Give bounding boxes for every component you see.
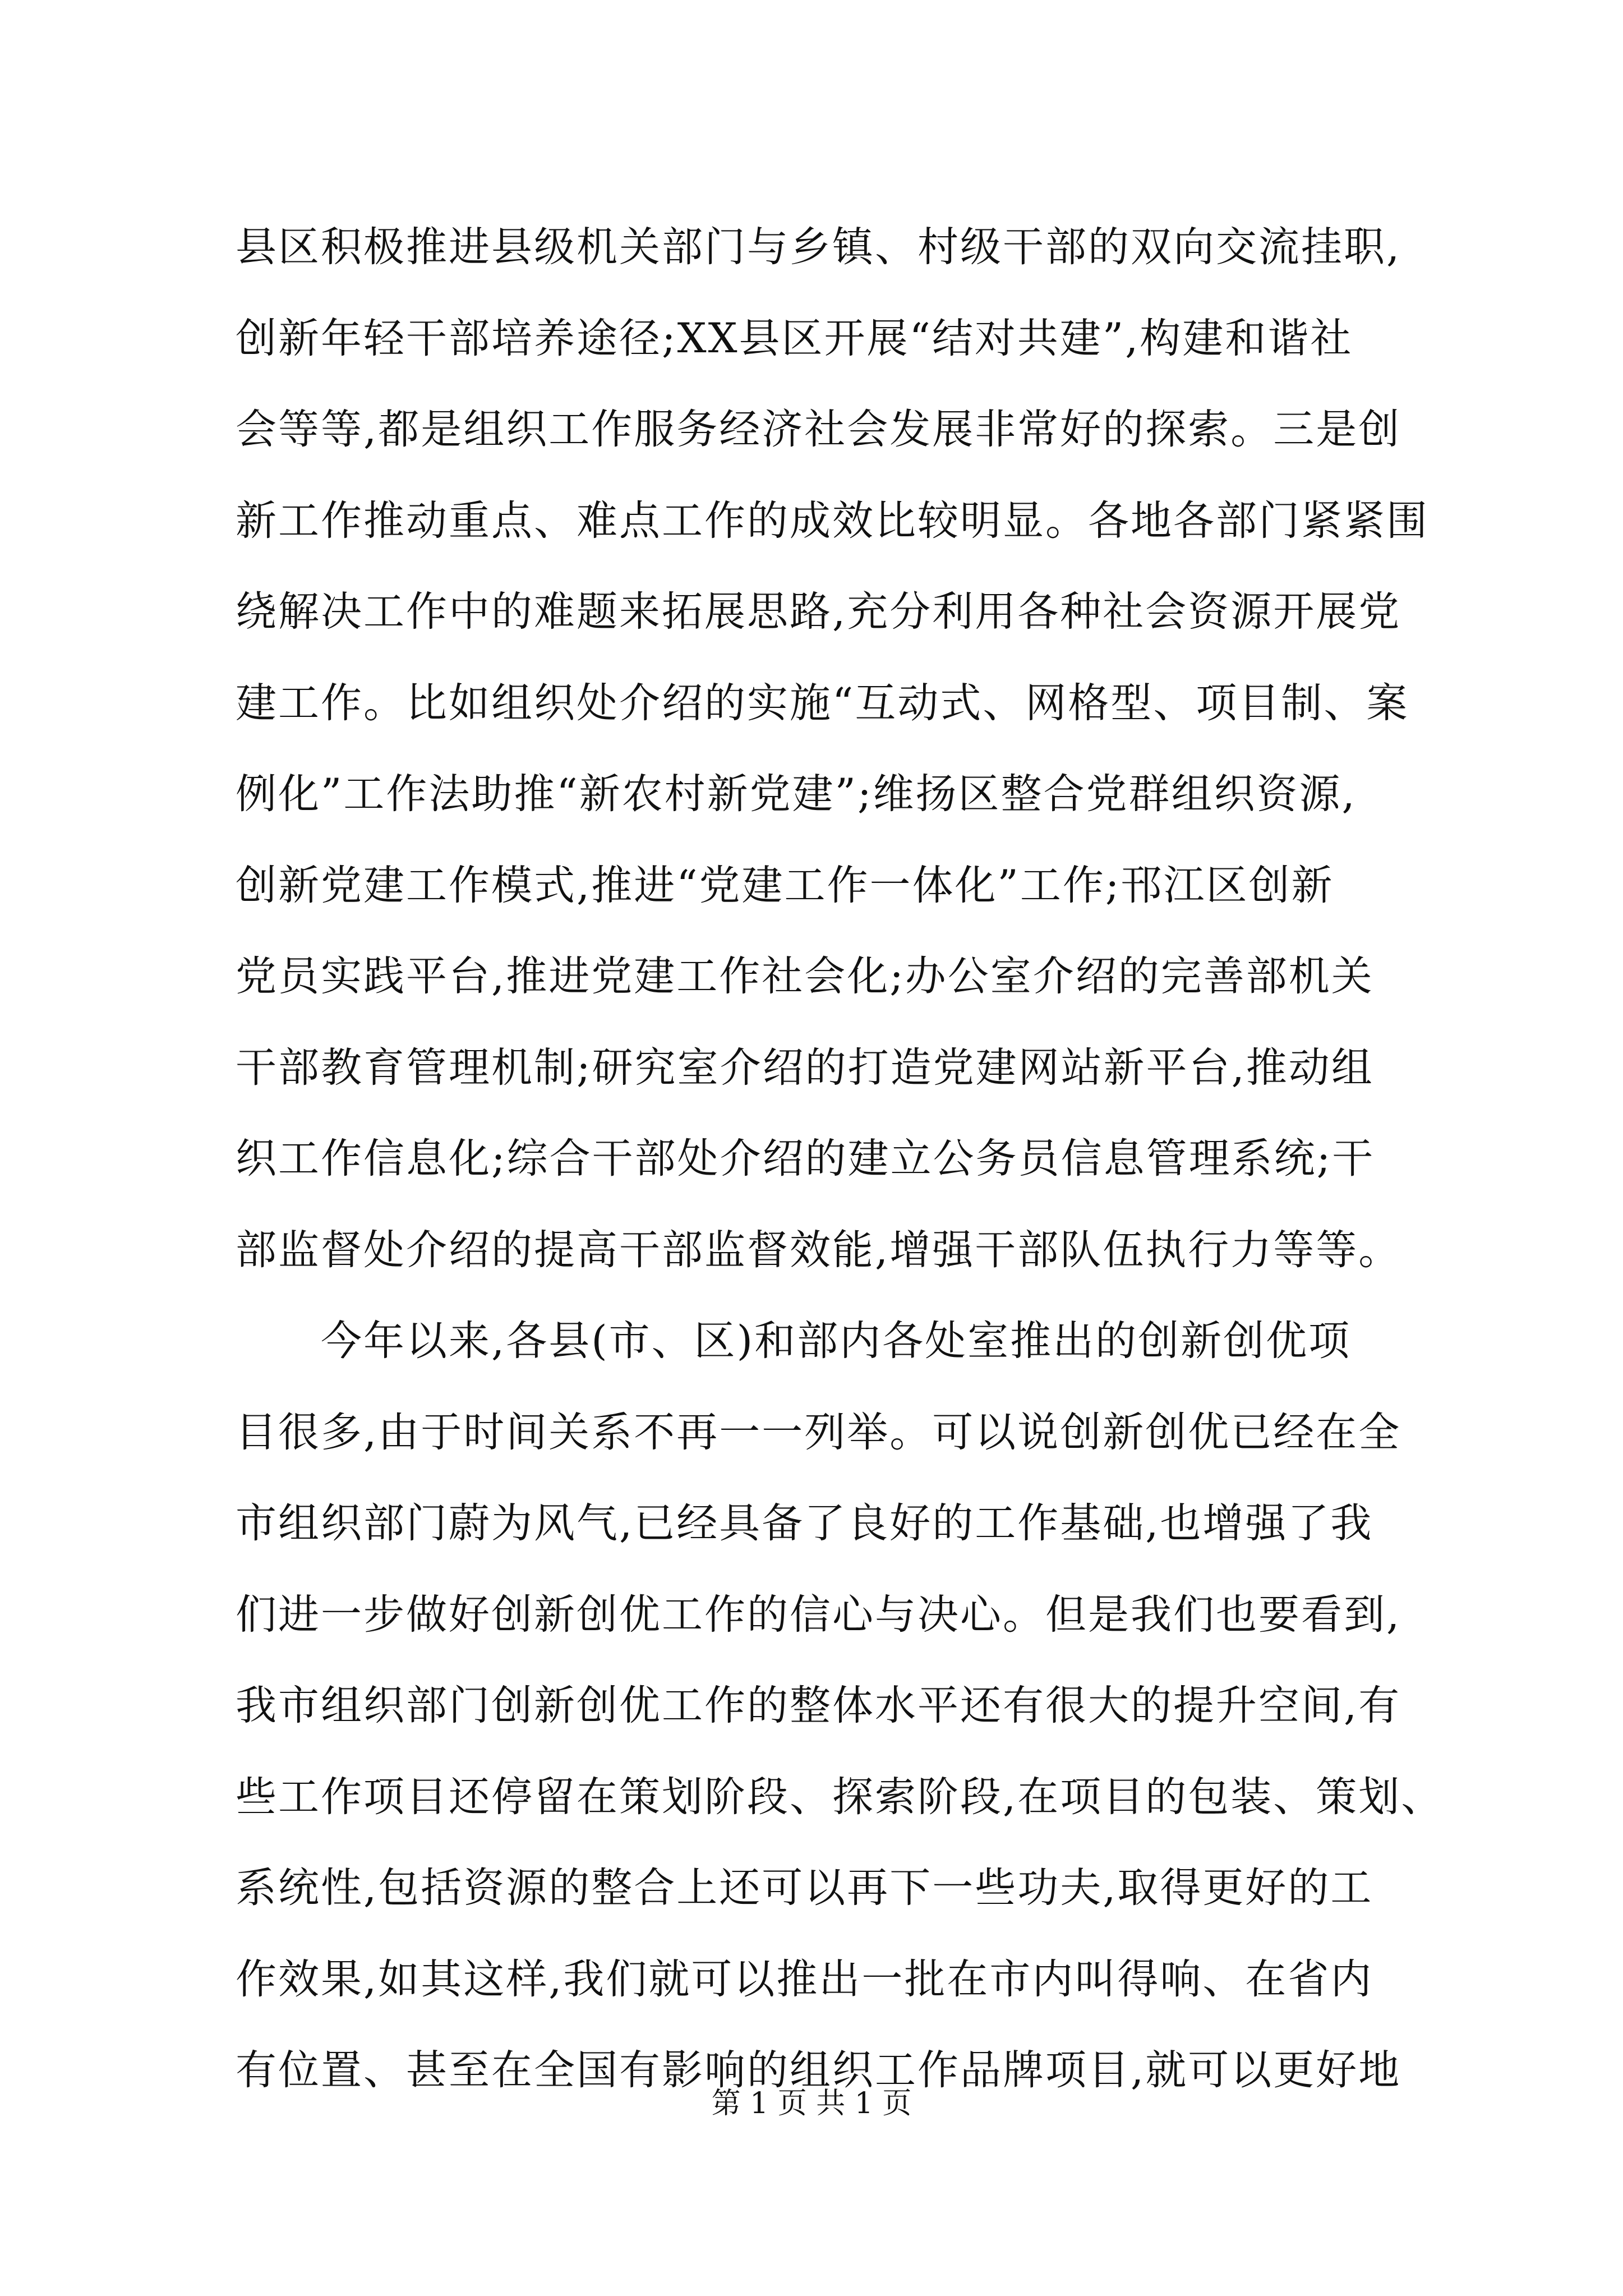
text-line: 作效果,如其这样,我们就可以推出一批在市内叫得响、在省内 [236,1955,1373,2003]
text-line: 会等等,都是组织工作服务经济社会发展非常好的探索。三是创 [236,406,1401,453]
text-line: 县区积极推进县级机关部门与乡镇、村级干部的双向交流挂职, [236,223,1401,271]
text-line: 新工作推动重点、难点工作的成效比较明显。各地各部门紧紧围 [236,496,1429,545]
text-line: 们进一步做好创新创优工作的信心与决心。但是我们也要看到, [236,1590,1401,1639]
text-line: 织工作信息化;综合干部处介绍的建立公务员信息管理系统;干 [236,1135,1375,1182]
text-line: 我市组织部门创新创优工作的整体水平还有很大的提升空间,有 [236,1682,1401,1729]
text-line: 创新党建工作模式,推进“党建工作一体化”工作;邗江区创新 [236,861,1334,909]
text-line: 例化”工作法助推“新农村新党建”;维扬区整合党群组织资源, [236,770,1357,818]
text-line: 党员实践平台,推进党建工作社会化;办公室介绍的完善部机关 [236,953,1374,1000]
text-line: 目很多,由于时间关系不再一一列举。可以说创新创优已经在全 [236,1408,1401,1456]
text-line: 建工作。比如组织处介绍的实施“互动式、网格型、项目制、案 [236,679,1409,727]
text-line: 部监督处介绍的提高干部监督效能,增强干部队伍执行力等等。 [236,1226,1401,1274]
text-line: 些工作项目还停留在策划阶段、探索阶段,在项目的包装、策划、 [236,1773,1444,1821]
text-line: 创新年轻干部培养途径;XX县区开展“结对共建”,构建和谐社 [236,314,1353,362]
text-line: 干部教育管理机制;研究室介绍的打造党建网站新平台,推动组 [236,1043,1374,1092]
page-number-footer: 第 1 页 共 1 页 [711,2087,912,2120]
text-line: 系统性,包括资源的整合上还可以再下一些功夫,取得更好的工 [236,1864,1373,1912]
text-line: 市组织部门蔚为风气,已经具备了良好的工作基础,也增强了我 [236,1499,1373,1547]
text-line: 有位置、甚至在全国有影响的组织工作品牌项目,就可以更好地 [236,2046,1401,2094]
text-line: 绕解决工作中的难题来拓展思路,充分利用各种社会资源开展党 [236,588,1401,636]
body-text [236,202,1444,2116]
paragraph-start-line: 今年以来,各县(市、区)和部内各处室推出的创新创优项 [236,1317,1352,1365]
